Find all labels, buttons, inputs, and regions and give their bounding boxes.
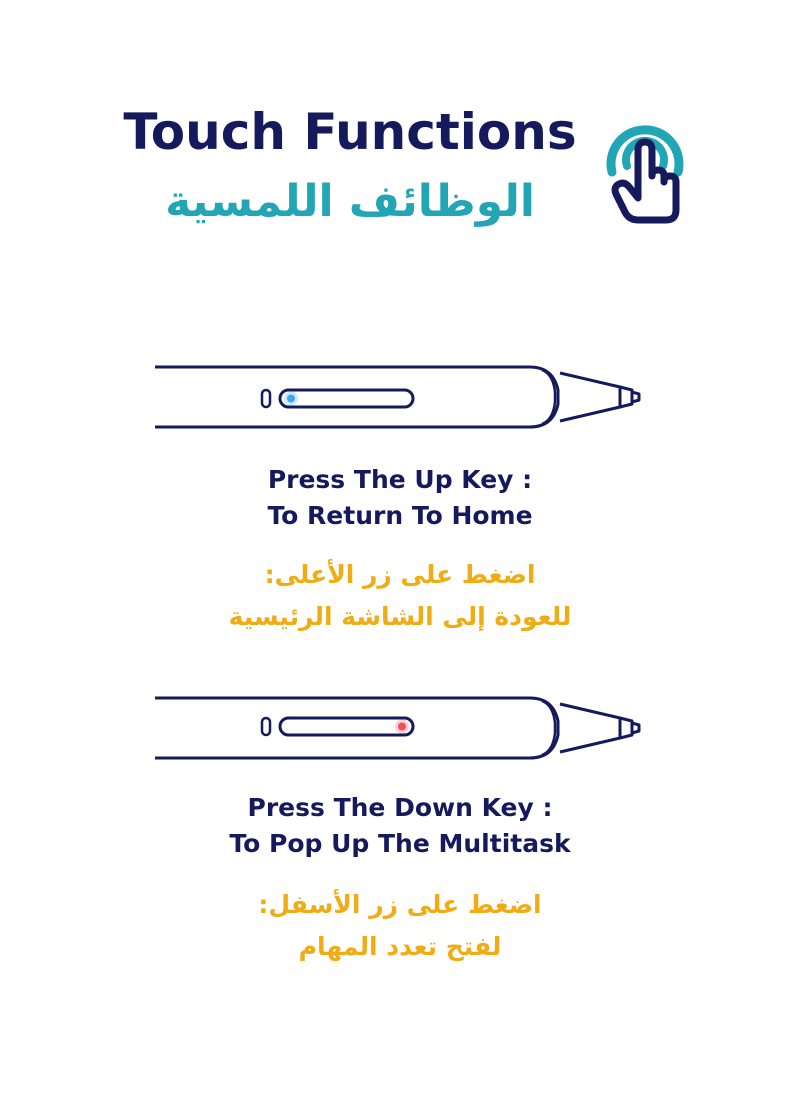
caption-up-ar-line1: اضغط على زر الأعلى: (264, 560, 536, 589)
caption-down-ar-line1: اضغط على زر الأسفل: (258, 890, 542, 919)
caption-up-ar (0, 554, 800, 638)
caption-down-en-line2: To Pop Up The Multitask (229, 829, 571, 858)
caption-up-en-line1: Press The Up Key : (267, 465, 533, 494)
caption-up-en (0, 462, 800, 534)
touch-hand-icon (600, 110, 690, 230)
caption-down-ar (0, 884, 800, 968)
stylus-pen-up-key (150, 362, 650, 432)
caption-down-ar-line2: لفتح تعدد المهام (298, 932, 502, 961)
caption-up-en-line2: To Return To Home (267, 501, 533, 530)
caption-up-ar-line2: للعودة إلى الشاشة الرئيسية (228, 602, 572, 631)
caption-down-en (0, 790, 800, 862)
stylus-pen-down-key (150, 693, 650, 763)
page-title-en: Touch Functions (123, 103, 577, 161)
caption-down-en-line1: Press The Down Key : (247, 793, 553, 822)
page-title-ar: الوظائف اللمسية (165, 176, 535, 227)
